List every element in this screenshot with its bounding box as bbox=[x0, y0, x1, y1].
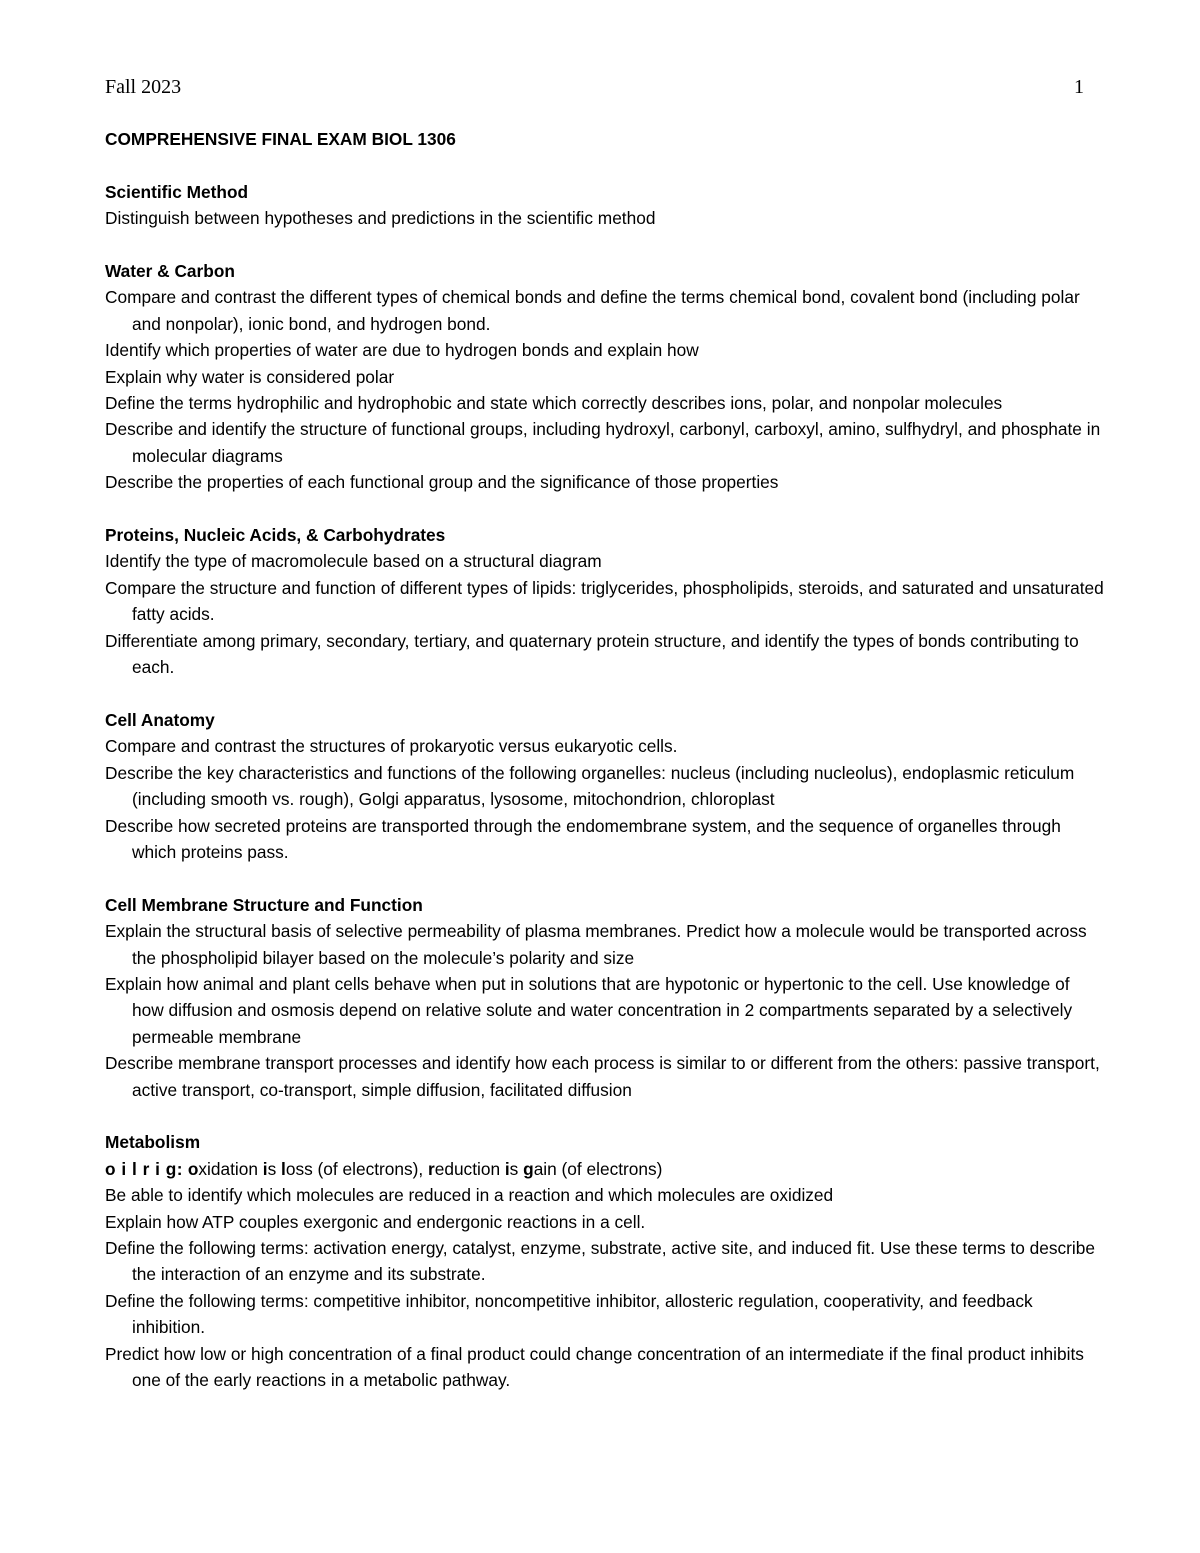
objective-item: Define the following terms: competitive inhibitor, noncompetitive inhibitor, allosteric regulation, cooperativity, and feedback inhibition. bbox=[105, 1290, 1033, 1338]
section-heading: Proteins, Nucleic Acids, & Carbohydrates bbox=[105, 525, 446, 546]
objective-item: Define the terms hydrophilic and hydrophobic and state which correctly describes ions, polar, and nonpolar molecules bbox=[105, 393, 1003, 414]
section-heading: Water & Carbon bbox=[105, 261, 235, 281]
objective-item: Predict how low or high concentration of a final product could change concentration of an intermediate if the final product inhibits one of the early reactions in a metabolic pathway. bbox=[105, 1343, 1084, 1390]
section-metabolism bbox=[105, 1129, 1105, 1393]
mnemonic-text: xidation bbox=[198, 1158, 263, 1179]
objective-item: Explain how ATP couples exergonic and endergonic reactions in a cell. bbox=[105, 1211, 646, 1232]
mnemonic-line bbox=[105, 1156, 1105, 1182]
section bbox=[105, 522, 1105, 680]
metabolism-items bbox=[105, 1182, 1105, 1393]
mnemonic-letters: o i l r i g: bbox=[105, 1158, 184, 1179]
mnemonic-text: s bbox=[509, 1158, 524, 1179]
objective-item: Describe membrane transport processes and identify how each process is similar to or different from the others: passive transport, active transport, co-transport, simple diffusion, facilitated diffusion bbox=[105, 1053, 1100, 1100]
section bbox=[105, 892, 1105, 1103]
objective-item: Compare and contrast the structures of prokaryotic versus eukaryotic cells. bbox=[105, 736, 678, 757]
mnemonic-text: ain (of electrons) bbox=[533, 1158, 663, 1179]
document-title: COMPREHENSIVE FINAL EXAM BIOL 1306 bbox=[105, 129, 456, 149]
mnemonic-initial: i bbox=[504, 1158, 510, 1179]
objective-item: Be able to identify which molecules are reduced in a reaction and which molecules are oxidized bbox=[105, 1185, 834, 1206]
section-heading: Cell Anatomy bbox=[105, 709, 215, 730]
objective-item: Describe and identify the structure of functional groups, including hydroxyl, carbonyl, carboxyl, amino, sulfhydryl, and phosphate in molecular diagrams bbox=[105, 419, 1101, 466]
section-heading: Cell Membrane Structure and Function bbox=[105, 894, 423, 915]
mnemonic-expansion bbox=[188, 1159, 663, 1179]
objective-item: Describe the key characteristics and functions of the following organelles: nucleus (including nucleolus), endoplasmic reticulum (including smooth vs. rough), Golgi apparatus, lysosome, mitochondrion, chloroplast bbox=[105, 762, 1075, 810]
section-heading: Metabolism bbox=[105, 1132, 201, 1153]
mnemonic-initial: r bbox=[427, 1158, 435, 1179]
mnemonic-text: oss (of electrons), bbox=[285, 1158, 428, 1179]
section bbox=[105, 179, 1105, 232]
section bbox=[105, 707, 1105, 865]
mnemonic-initial: l bbox=[281, 1158, 286, 1179]
objective-item: Identify which properties of water are due to hydrogen bonds and explain how bbox=[105, 340, 699, 361]
page-number: 1 bbox=[1074, 76, 1084, 98]
objective-item: Compare and contrast the different types of chemical bonds and define the terms chemical bond, covalent bond (including polar and nonpolar), ionic bond, and hydrogen bond. bbox=[105, 287, 1080, 334]
mnemonic-initial: o bbox=[187, 1158, 199, 1179]
objective-item: Compare the structure and function of different types of lipids: triglycerides, phospholipids, steroids, and saturated and unsaturated fatty acids. bbox=[105, 577, 1104, 625]
objective-item: Describe the properties of each functional group and the significance of those properties bbox=[105, 472, 779, 493]
objective-item: Differentiate among primary, secondary, tertiary, and quaternary protein structure, and identify the types of bonds contributing to each. bbox=[105, 630, 1079, 678]
mnemonic-text: s bbox=[267, 1158, 282, 1179]
objective-item: Distinguish between hypotheses and predictions in the scientific method bbox=[105, 208, 656, 229]
sections-container bbox=[105, 179, 1105, 1103]
mnemonic-initial: g bbox=[523, 1158, 534, 1179]
objective-item: Explain why water is considered polar bbox=[105, 366, 395, 387]
section bbox=[105, 258, 1105, 496]
objective-item: Identify the type of macromolecule based on a structural diagram bbox=[105, 551, 602, 572]
document-body bbox=[105, 126, 1105, 1420]
section-heading: Scientific Method bbox=[105, 181, 249, 202]
objective-item: Explain how animal and plant cells behave when put in solutions that are hypotonic or hypertonic to the cell. Use knowledge of how diffusion and osmosis depend on relative solute and water concentration in 2 compartments separated by a selectively permeable membrane bbox=[105, 973, 1073, 1047]
objective-item: Explain the structural basis of selective permeability of plasma membranes. Predict how a molecule would be transported across the phospholipid bilayer based on the molecule’s polarity and size bbox=[105, 921, 1087, 968]
header-term: Fall 2023 bbox=[105, 76, 182, 98]
objective-item: Define the following terms: activation energy, catalyst, enzyme, substrate, active site, and induced fit. Use these terms to describe the interaction of an enzyme and its substrate. bbox=[105, 1237, 1095, 1285]
mnemonic-initial: i bbox=[262, 1158, 268, 1179]
objective-item: Describe how secreted proteins are transported through the endomembrane system, and the sequence of organelles through which proteins pass. bbox=[105, 815, 1061, 862]
mnemonic-text: eduction bbox=[434, 1158, 505, 1179]
